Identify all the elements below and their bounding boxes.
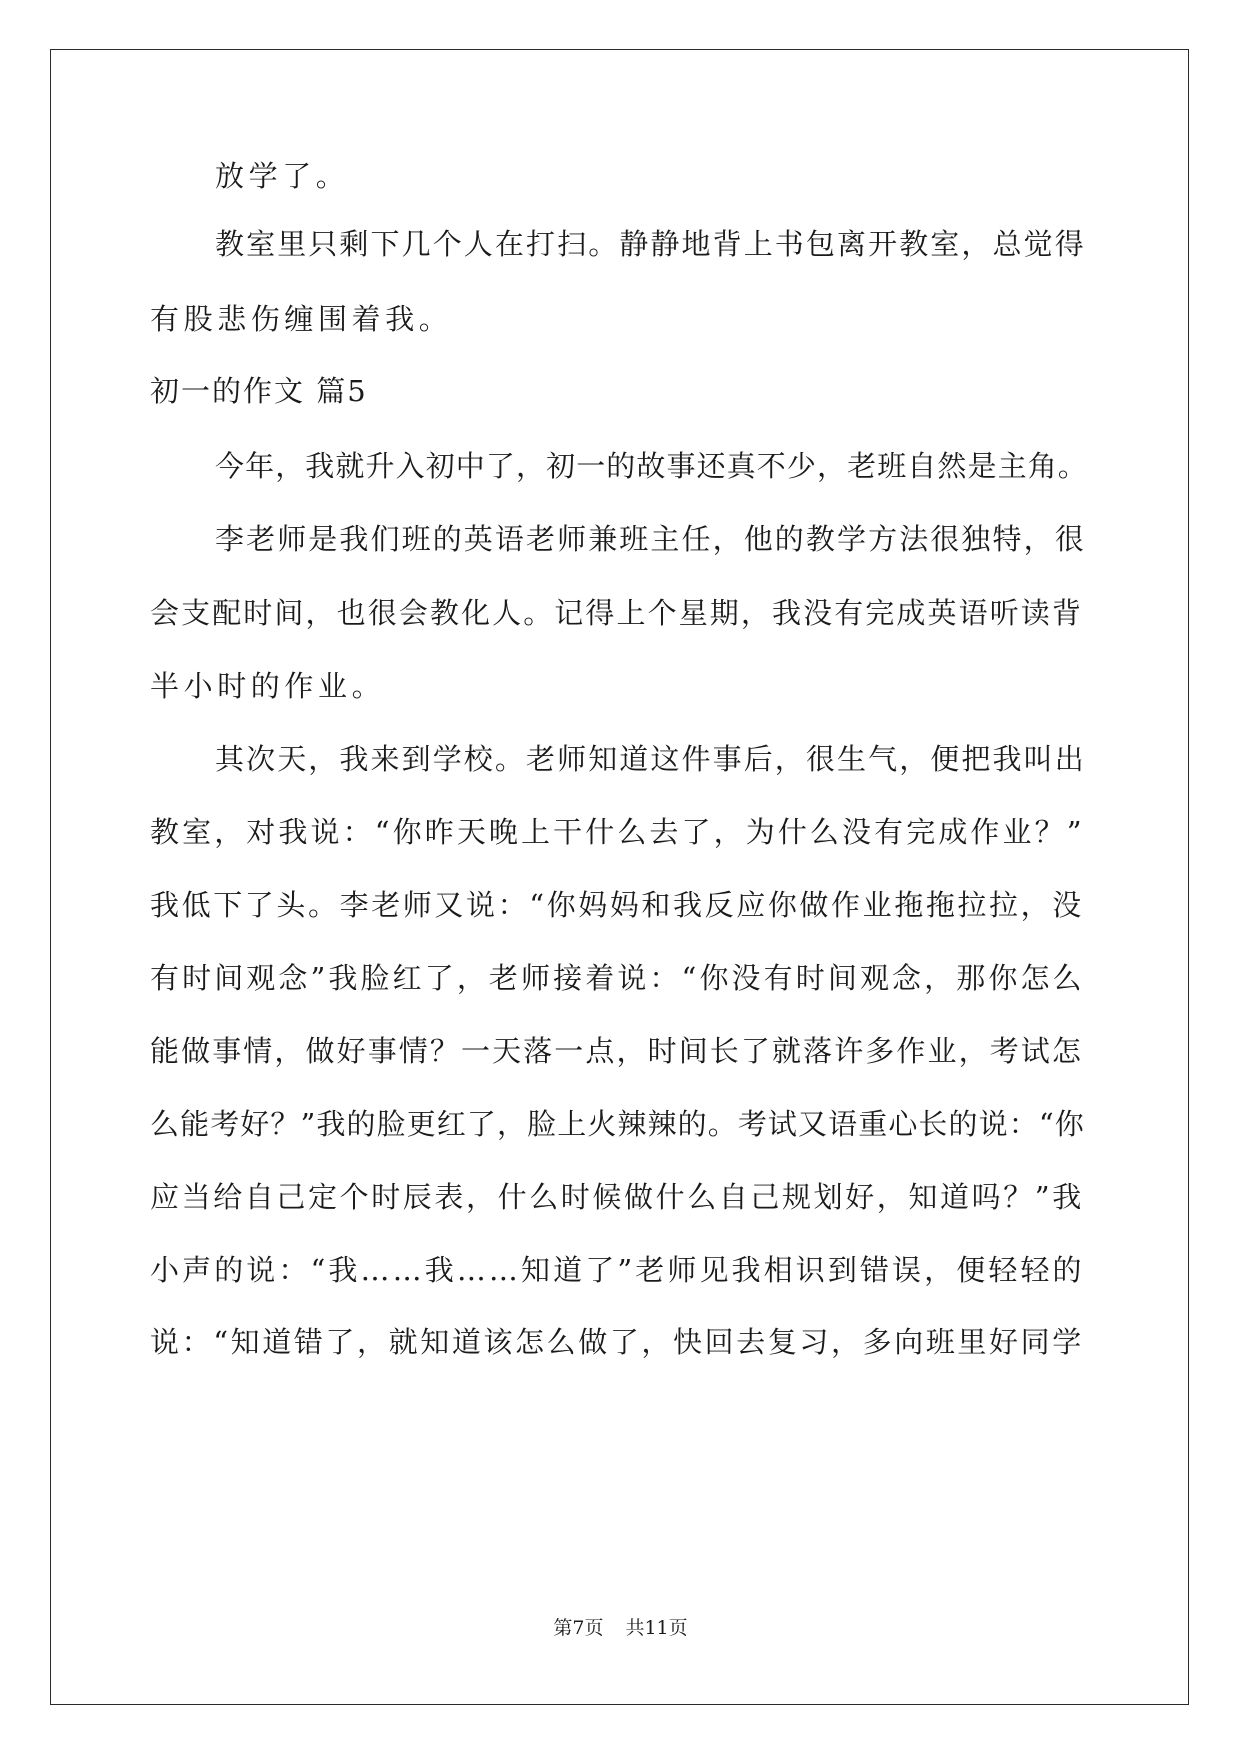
page-footer [0, 1616, 1241, 1640]
section-heading: 初一的作文 篇5 [150, 374, 368, 408]
paragraph-line: 李老师是我们班的英语老师兼班主任，他的教学方法很独特，很 [215, 522, 1086, 556]
paragraph-line: 有时间观念”我脸红了，老师接着说：“你没有时间观念，那你怎么 [150, 961, 1085, 995]
paragraph-line: 我低下了头。李老师又说：“你妈妈和我反应你做作业拖拖拉拉，没 [150, 888, 1084, 922]
paragraph-line: 应当给自己定个时辰表，什么时候做什么自己规划好，知道吗？”我 [150, 1180, 1084, 1214]
paragraph-line: 半小时的作业。 [150, 669, 386, 703]
paragraph-line: 放学了。 [215, 159, 350, 193]
paragraph-line: 能做事情，做好事情？一天落一点，时间长了就落许多作业，考试怎 [150, 1034, 1084, 1068]
paragraph-line: 今年，我就升入初中了，初一的故事还真不少，老班自然是主角。 [215, 449, 1088, 483]
paragraph-line: 么能考好？”我的脸更红了，脸上火辣辣的。考试又语重心长的说：“你 [150, 1107, 1085, 1141]
page-border [50, 49, 1189, 1705]
paragraph-line: 会支配时间，也很会教化人。记得上个星期，我没有完成英语听读背 [150, 596, 1084, 630]
page-number-current: 第7页 [553, 1617, 604, 1639]
paragraph-line: 有股悲伤缠围着我。 [150, 302, 453, 336]
paragraph-line: 教室里只剩下几个人在打扫。静静地背上书包离开教室，总觉得 [215, 227, 1086, 261]
paragraph-line: 小声的说：“我……我……知道了”老师见我相识到错误，便轻轻的 [150, 1253, 1085, 1287]
paragraph-line: 说：“知道错了，就知道该怎么做了，快回去复习，多向班里好同学 [150, 1325, 1084, 1359]
paragraph-line: 其次天，我来到学校。老师知道这件事后，很生气，便把我叫出 [215, 742, 1086, 776]
page-number-total: 共11页 [625, 1617, 688, 1639]
paragraph-line: 教室，对我说：“你昨天晚上干什么去了，为什么没有完成作业？” [150, 815, 1085, 849]
